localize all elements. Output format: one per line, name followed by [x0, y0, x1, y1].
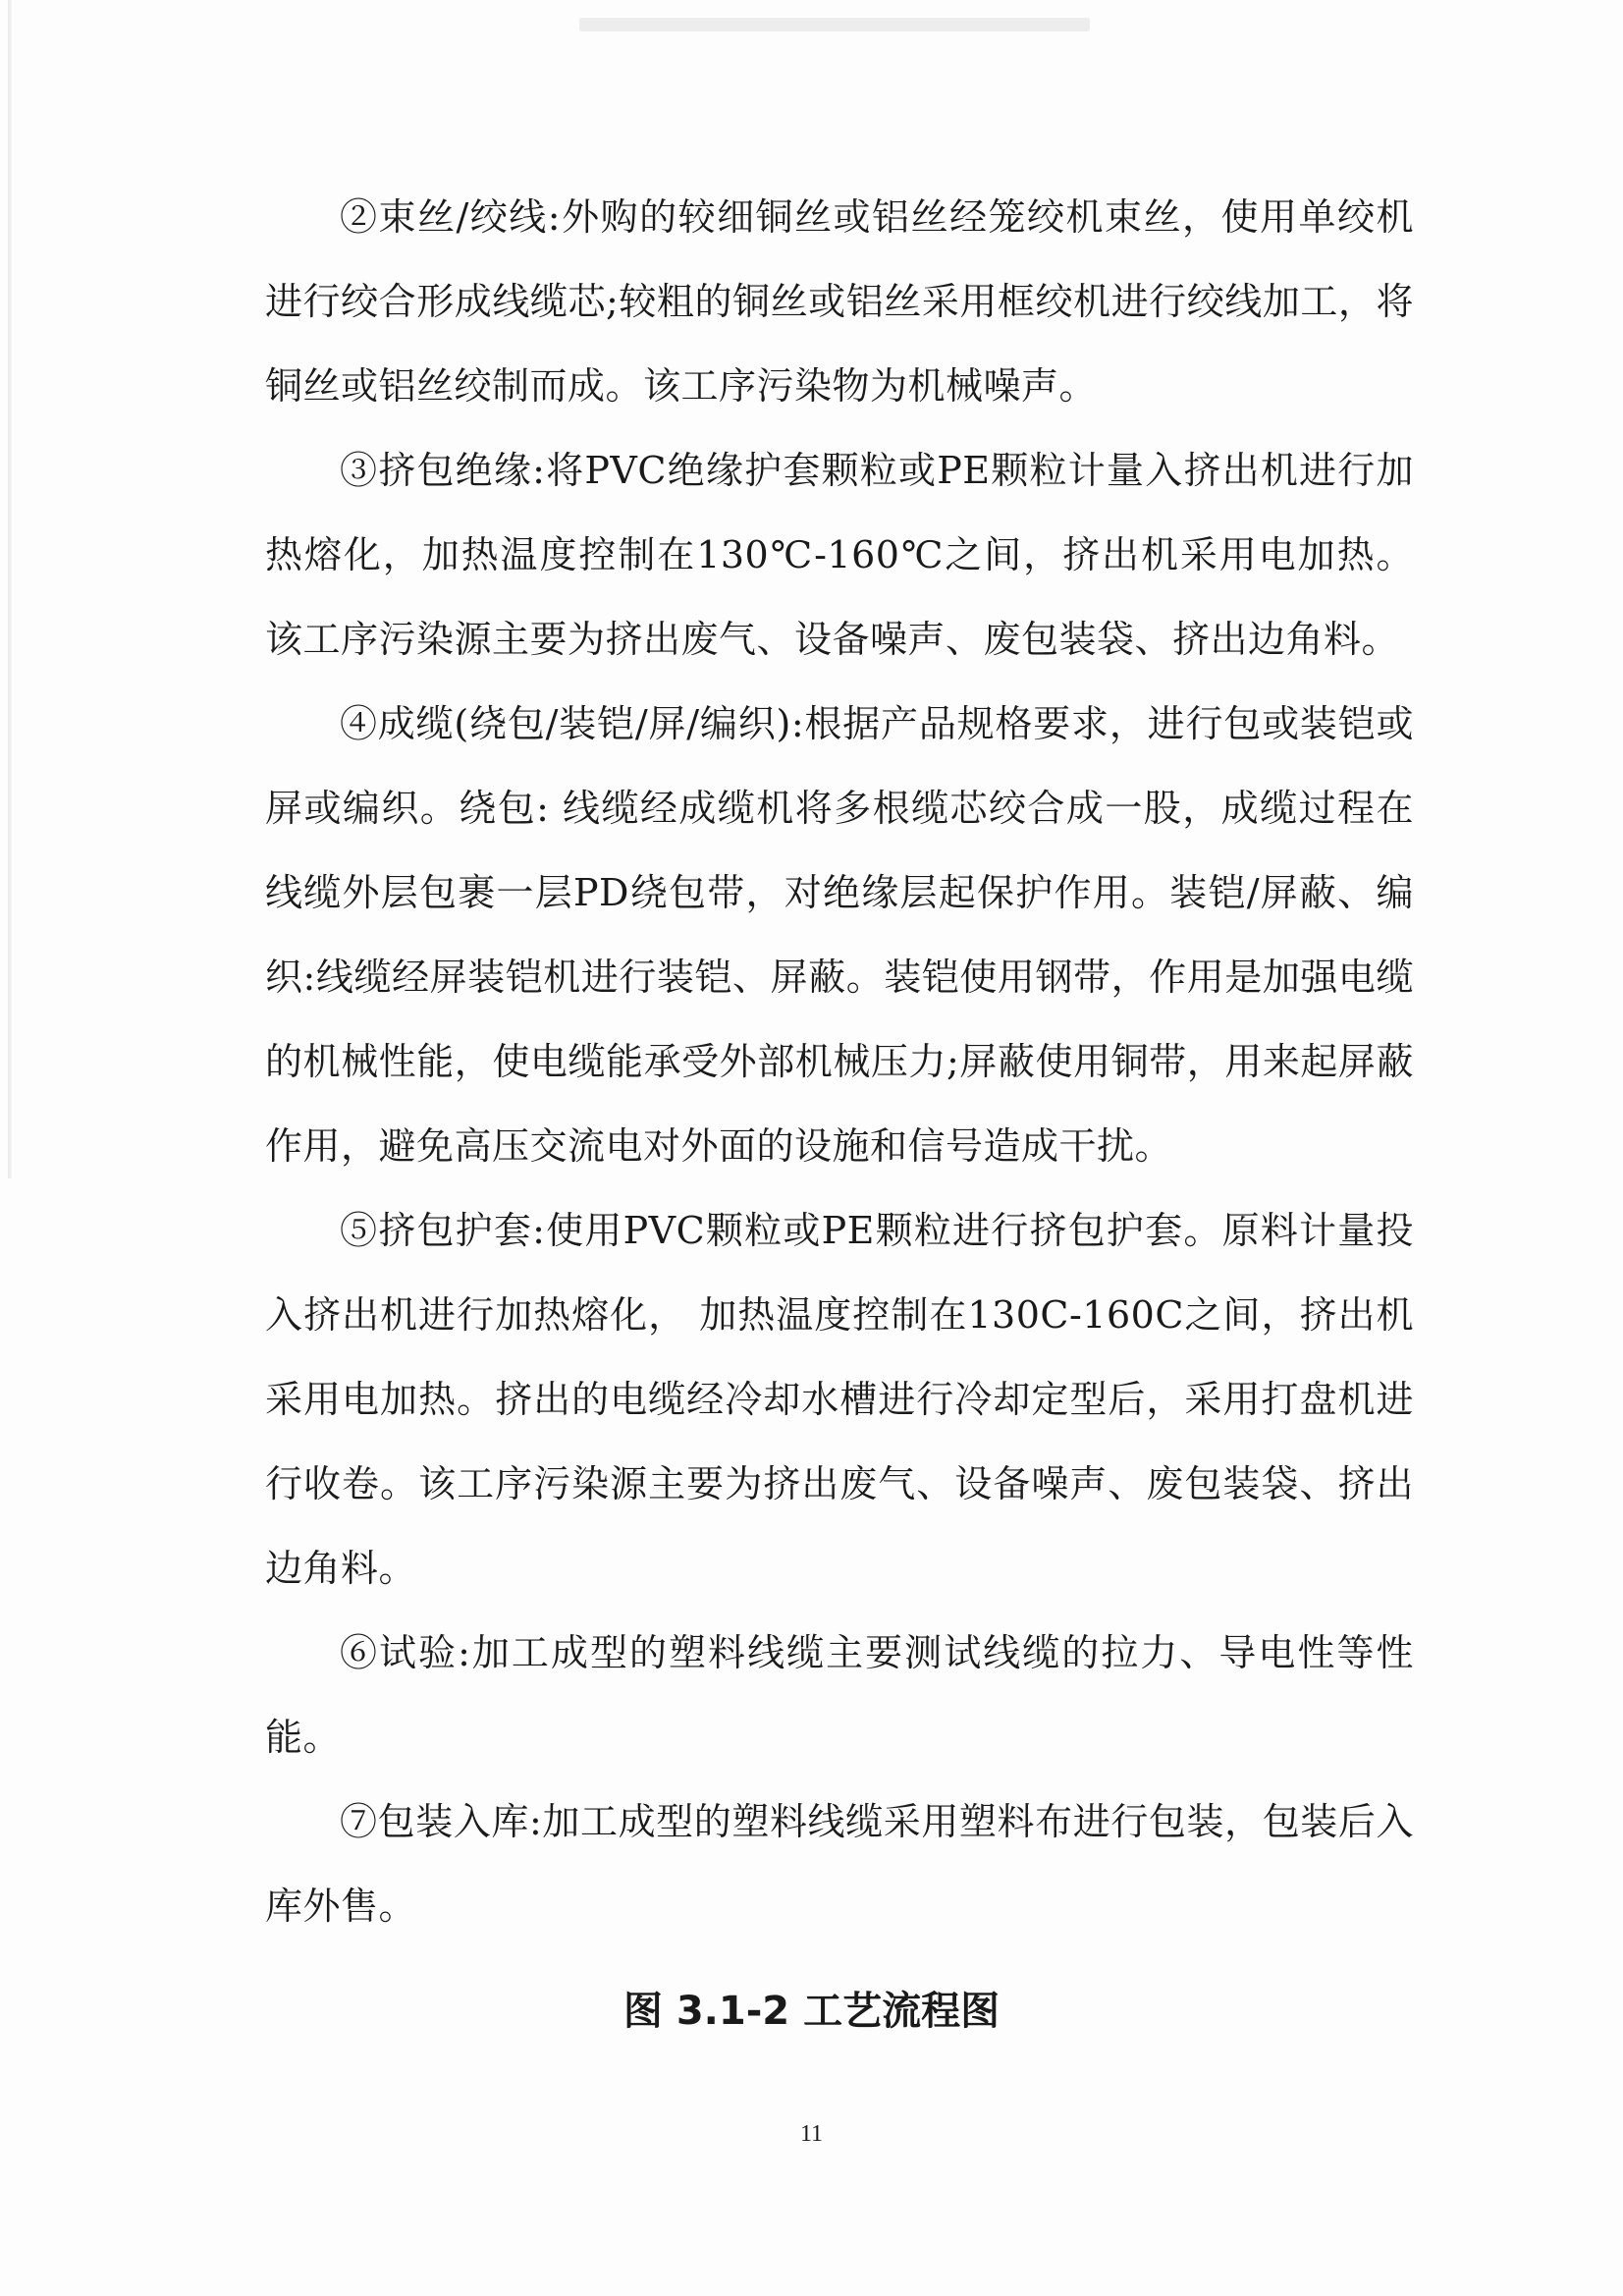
page-number: 11: [799, 2121, 824, 2147]
paragraph-cabling: ④成缆(绕包/装铠/屏/编织):根据产品规格要求，进行包或装铠或屏或编织。绕包: 线缆经成缆机将多根缆芯绞合成一股，成缆过程在线缆外层包裹一层PD绕包带，对绝缘层起保护作用。装铠/屏蔽、编织:线缆经屏装铠机进行装铠、屏蔽。装铠使用钢带，作用是加强电缆的机械性能，使电缆能承受外部机械压力;屏蔽使用铜带，用来起屏蔽作用，避免高压交流电对外面的设施和信号造成干扰。: [265, 702, 1414, 1168]
paragraph-extrusion-sheath: ⑤挤包护套:使用PVC颗粒或PE颗粒进行挤包护套。原料计量投入挤出机进行加热熔化， 加热温度控制在130C-160C之间，挤出机采用电加热。挤出的电缆经冷却水槽进行冷却定型后，采用打盘机进行收卷。该工序污染源主要为挤出废气、设备噪声、废包装袋、挤出边角料。: [265, 1209, 1414, 1590]
paragraph-packaging: ⑦包装入库:加工成型的塑料线缆采用塑料布进行包装，包装后入库外售。: [265, 1800, 1414, 1928]
faded-header-mark: [579, 18, 1090, 31]
body-text: [265, 175, 1414, 1948]
figure-caption: 图 3.1-2 工艺流程图: [622, 1989, 1001, 2034]
paragraph-extrusion-insulation: ③挤包绝缘:将PVC绝缘护套颗粒或PE颗粒计量入挤出机进行加热熔化，加热温度控制在130℃-160℃之间，挤出机采用电加热。该工序污染源主要为挤出废气、设备噪声、废包装袋、挤出边角料。: [265, 449, 1414, 661]
paragraph-testing: ⑥试验:加工成型的塑料线缆主要测试线缆的拉力、导电性等性能。: [265, 1631, 1414, 1759]
paragraph-strand-twisting: ②束丝/绞线:外购的较细铜丝或铝丝经笼绞机束丝，使用单绞机进行绞合形成线缆芯;较粗的铜丝或铝丝采用框绞机进行绞线加工，将铜丝或铝丝绞制而成。该工序污染物为机械噪声。: [265, 195, 1414, 408]
scan-edge-shadow: [8, 0, 12, 1178]
